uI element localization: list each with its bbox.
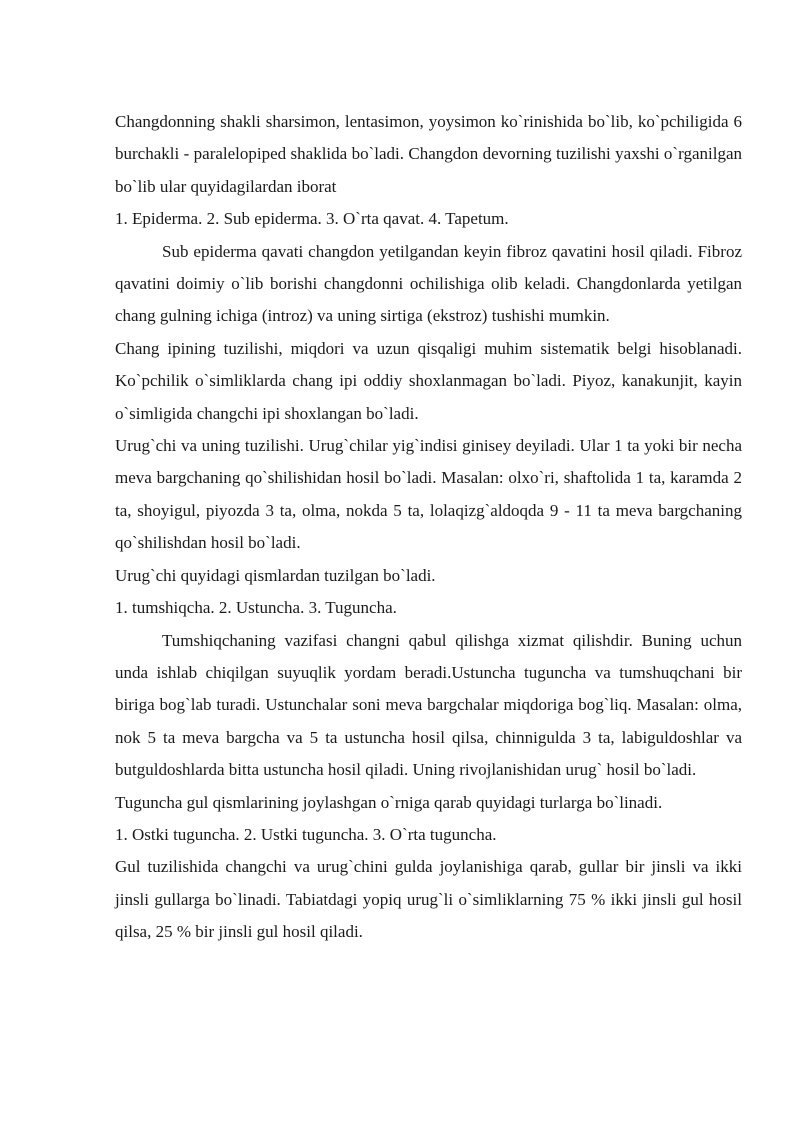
list-pistil-parts: 1. tumshiqcha. 2. Ustuncha. 3. Tuguncha. [115,598,397,618]
paragraph-anther-shape: Changdonning shakli sharsimon, lentasimon, yoysimon ko`rinishida bo`lib, ko`pchiligida 6 burchakli - paralelopiped shaklida bo`ladi. Changdon devorning tuzilishi yaxshi o`rganilgan bo`lib ular quyidagilardan iborat [115,112,742,196]
list-ovary-types: 1. Ostki tuguncha. 2. Ustki tuguncha. 3. O`rta tuguncha. [115,824,497,844]
document-body [115,106,742,949]
paragraph-filament: Chang ipining tuzilishi, miqdori va uzun qisqaligi muhim sistematik belgi hisoblanadi. Ko`pchilik o`simliklarda chang ipi oddiy shoxlanmagan bo`ladi. Piyoz, kanakunjit, kayin o`simligida changchi ipi shoxlangan bo`ladi. [115,338,742,423]
paragraph-sub-epidermis: Sub epiderma qavati changdon yetilgandan keyin fibroz qavatini hosil qiladi. Fibroz qavatini doimiy o`lib borishi changdonni ochilishiga olib keladi. Changdonlarda yetilgan chang gulning ichiga (introz) va uning sirtiga (ekstroz) tushishi mumkin. [115,241,742,326]
paragraph-stigma-function: Tumshiqchaning vazifasi changni qabul qilishga xizmat qilishdir. Buning uchun unda ishlab chiqilgan suyuqlik yordam beradi.Ustuncha tuguncha va tumshuqchani bir biriga bog`lab turadi. Ustunchalar soni meva bargchalar miqdoriga bog`liq. Masalan: olma, nok 5 ta meva bargcha va 5 ta ustuncha hosil qilsa, chinnigulda 3 ta, labiguldoshlar va butguldoshlarda bitta ustuncha hosil qiladi. Uning rivojlanishidan urug` hosil bo`ladi. [115,630,742,780]
paragraph-pistil-structure: Urug`chi va uning tuzilishi. Urug`chilar yig`indisi ginisey deyiladi. Ular 1 ta yoki bir necha meva bargchaning qo`shilishidan hosil bo`ladi. Masalan: olxo`ri, shaftolida 1 ta, karamda 2 ta, shoyigul, piyozda 3 ta, olma, nokda 5 ta, lolaqizg`aldoqda 9 - 11 ta meva bargchaning qo`shilishdan hosil bo`ladi. [115,436,742,553]
paragraph-flower-sexes: Gul tuzilishida changchi va urug`chini gulda joylanishiga qarab, gullar bir jinsli va ikki jinsli gullarga bo`linadi. Tabiatdagi yopiq urug`li o`simliklarning 75 % ikki jinsli gul hosil qilsa, 25 % bir jinsli gul hosil qiladi. [115,857,742,942]
list-anther-wall-layers: 1. Epiderma. 2. Sub epiderma. 3. O`rta qavat. 4. Tapetum. [115,209,509,229]
paragraph-pistil-parts-intro: Urug`chi quyidagi qismlardan tuzilgan bo`ladi. [115,565,436,585]
paragraph-ovary-types-intro: Tuguncha gul qismlarining joylashgan o`rniga qarab quyidagi turlarga bo`linadi. [115,792,663,812]
